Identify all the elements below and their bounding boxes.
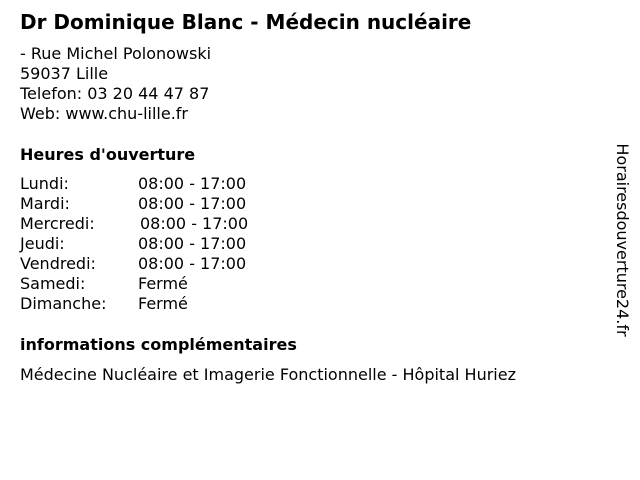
opening-hours-heading: Heures d'ouverture: [20, 145, 196, 164]
page-title: Dr Dominique Blanc - Médecin nucléaire: [20, 10, 472, 34]
hours-row-thursday: [20, 234, 320, 254]
additional-info-text: Médecine Nucléaire et Imagerie Fonctionnelle - Hôpital Huriez: [20, 365, 516, 384]
day-label: Samedi:: [20, 274, 86, 293]
hours-row-wednesday: [20, 214, 320, 234]
day-hours: Fermé: [138, 274, 188, 293]
opening-hours-table: [20, 174, 320, 314]
site-watermark: Horairesdouverture24.fr: [613, 143, 632, 337]
hours-row-friday: [20, 254, 320, 274]
phone-number: Telefon: 03 20 44 47 87: [20, 84, 210, 103]
day-hours: Fermé: [138, 294, 188, 313]
day-label: Jeudi:: [20, 234, 65, 253]
hours-row-sunday: [20, 294, 320, 314]
additional-info-heading: informations complémentaires: [20, 335, 297, 354]
day-label: Lundi:: [20, 174, 69, 193]
day-label: Dimanche:: [20, 294, 107, 313]
day-hours: 08:00 - 17:00: [138, 254, 247, 273]
website: Web: www.chu-lille.fr: [20, 104, 189, 123]
day-hours: 08:00 - 17:00: [138, 194, 247, 213]
day-label: Mercredi:: [20, 214, 95, 233]
city: 59037 Lille: [20, 64, 109, 83]
hours-row-tuesday: [20, 194, 320, 214]
hours-row-saturday: [20, 274, 320, 294]
day-label: Vendredi:: [20, 254, 96, 273]
day-hours: 08:00 - 17:00: [140, 214, 249, 233]
hours-row-monday: [20, 174, 320, 194]
day-hours: 08:00 - 17:00: [138, 234, 247, 253]
street-address: - Rue Michel Polonowski: [20, 44, 212, 63]
address-block: [20, 44, 211, 124]
day-hours: 08:00 - 17:00: [138, 174, 247, 193]
day-label: Mardi:: [20, 194, 70, 213]
